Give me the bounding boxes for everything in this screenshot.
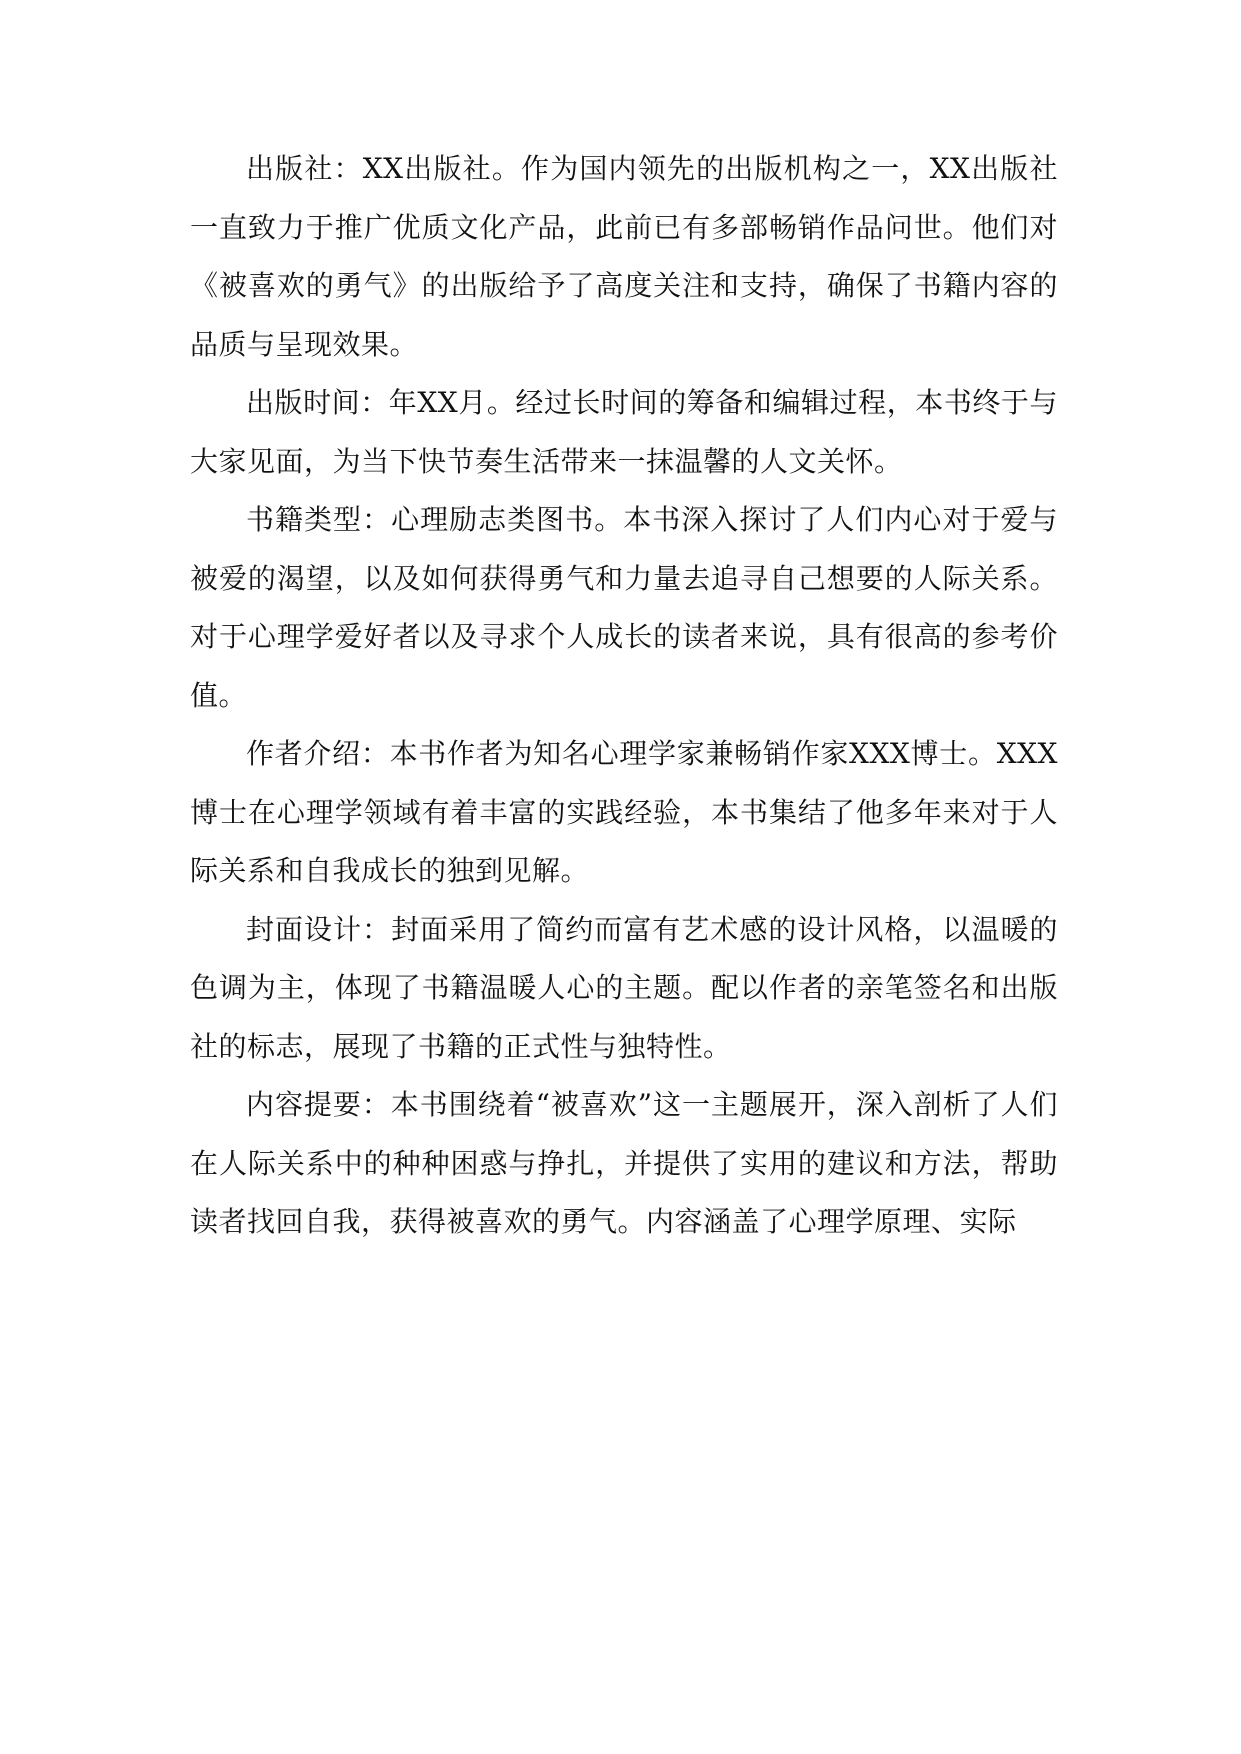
paragraph-book-type: 书籍类型：心理励志类图书。本书深入探讨了人们内心对于爱与被爱的渴望，以及如何获得勇气和力量去追寻自己想要的人际关系。对于心理学爱好者以及寻求个人成长的读者来说，具有很高的参考价值。 <box>190 503 1058 712</box>
paragraph-publish-date: 出版时间：年XX月。经过长时间的筹备和编辑过程，本书终于与大家见面，为当下快节奏生活带来一抹温馨的人文关怀。 <box>190 386 1058 478</box>
paragraph-publisher: 出版社：XX出版社。作为国内领先的出版机构之一，XX出版社一直致力于推广优质文化产品，此前已有多部畅销作品问世。他们对《被喜欢的勇气》的出版给予了高度关注和支持，确保了书籍内容的品质与呈现效果。 <box>190 152 1058 361</box>
document-body <box>190 140 1058 1252</box>
paragraph-cover-design: 封面设计：封面采用了简约而富有艺术感的设计风格，以温暖的色调为主，体现了书籍温暖人心的主题。配以作者的亲笔签名和出版社的标志，展现了书籍的正式性与独特性。 <box>190 912 1058 1063</box>
paragraph-content-summary: 内容提要：本书围绕着“被喜欢”这一主题展开，深入剖析了人们在人际关系中的种种困惑与挣扎，并提供了实用的建议和方法，帮助读者找回自我，获得被喜欢的勇气。内容涵盖了心理学原理、实际 <box>190 1088 1058 1238</box>
paragraph-author-intro: 作者介绍：本书作者为知名心理学家兼畅销作家XXX博士。XXX博士在心理学领域有着丰富的实践经验，本书集结了他多年来对于人际关系和自我成长的独到见解。 <box>190 737 1058 887</box>
